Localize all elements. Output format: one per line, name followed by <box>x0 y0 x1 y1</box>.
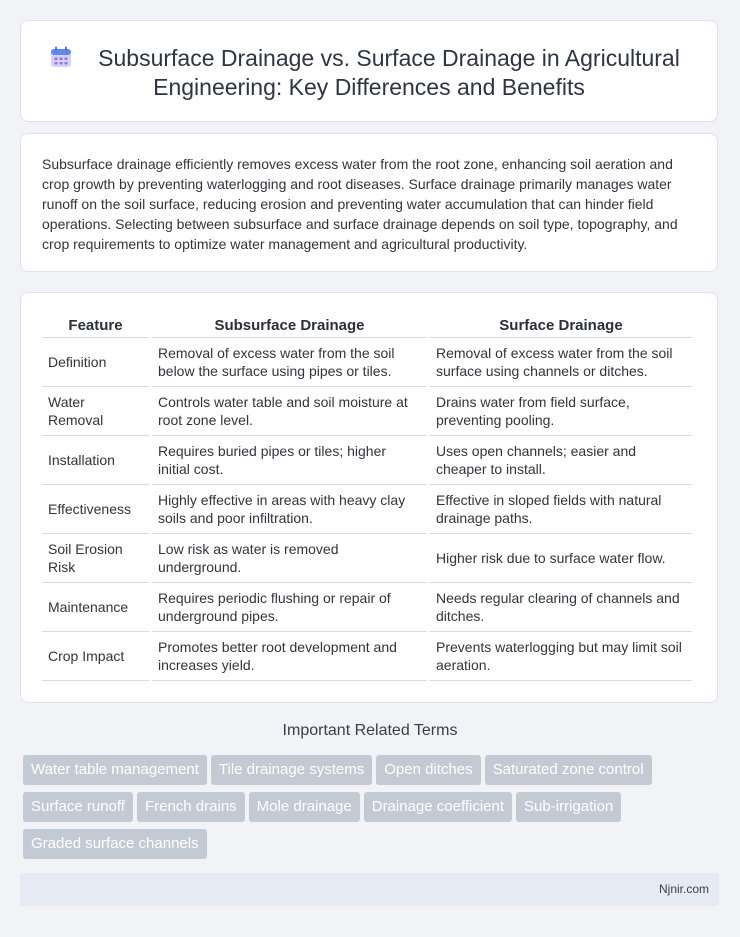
row-subsurface: Controls water table and soil moisture at root zone level. <box>152 387 427 436</box>
intro-text: Subsurface drainage efficiently removes excess water from the root zone, enhancing soil aeration and crop growth by preventing waterlogging and root diseases. Surface drainage primarily manages water runoff on the soil surface, reducing erosion and preventing water accumulation that can hinder field operations. Selecting between subsurface and surface drainage depends on soil type, topography, and crop requirements to optimize water management and agricultural productivity. <box>42 156 678 252</box>
row-subsurface: Requires periodic flushing or repair of underground pipes. <box>152 583 427 632</box>
header-feature: Feature <box>42 316 149 338</box>
row-subsurface: Removal of excess water from the soil below the surface using pipes or tiles. <box>152 338 427 387</box>
related-term-tag[interactable]: Graded surface channels <box>23 829 207 859</box>
row-subsurface: Requires buried pipes or tiles; higher initial cost. <box>152 436 427 485</box>
table-row <box>42 534 692 583</box>
intro-card <box>20 133 718 272</box>
row-surface: Higher risk due to surface water flow. <box>430 534 692 583</box>
row-subsurface: Low risk as water is removed underground. <box>152 534 427 583</box>
row-surface: Uses open channels; easier and cheaper to install. <box>430 436 692 485</box>
row-feature: Crop Impact <box>42 632 149 681</box>
row-surface: Needs regular clearing of channels and ditches. <box>430 583 692 632</box>
header-surface: Surface Drainage <box>430 316 692 338</box>
table-row <box>42 338 692 387</box>
related-terms-list <box>23 755 713 866</box>
related-terms-title: Important Related Terms <box>282 722 458 739</box>
table-row <box>42 632 692 681</box>
row-surface: Effective in sloped fields with natural drainage paths. <box>430 485 692 534</box>
header-card <box>20 20 718 122</box>
related-term-tag[interactable]: Surface runoff <box>23 792 133 822</box>
comparison-table-card <box>20 292 718 703</box>
row-surface: Drains water from field surface, preventing pooling. <box>430 387 692 436</box>
related-term-tag[interactable]: Water table management <box>23 755 207 785</box>
row-surface: Removal of excess water from the soil surface using channels or ditches. <box>430 338 692 387</box>
row-feature: Water Removal <box>42 387 149 436</box>
related-term-tag[interactable]: Mole drainage <box>249 792 360 822</box>
header-subsurface: Subsurface Drainage <box>152 316 427 338</box>
page-title-line2: Engineering: Key Differences and Benefits <box>153 74 585 100</box>
row-feature: Effectiveness <box>42 485 149 534</box>
row-subsurface: Promotes better root development and increases yield. <box>152 632 427 681</box>
table-header-row <box>42 316 692 338</box>
footer <box>20 873 719 906</box>
comparison-table <box>39 316 695 681</box>
page-title <box>21 44 717 102</box>
table-row <box>42 436 692 485</box>
row-subsurface: Highly effective in areas with heavy clay soils and poor infiltration. <box>152 485 427 534</box>
related-term-tag[interactable]: Drainage coefficient <box>364 792 512 822</box>
related-term-tag[interactable]: French drains <box>137 792 245 822</box>
table-row <box>42 583 692 632</box>
related-term-tag[interactable]: Open ditches <box>376 755 480 785</box>
related-term-tag[interactable]: Tile drainage systems <box>211 755 372 785</box>
row-surface: Prevents waterlogging but may limit soil aeration. <box>430 632 692 681</box>
related-term-tag[interactable]: Sub-irrigation <box>516 792 621 822</box>
table-row <box>42 485 692 534</box>
footer-site-link[interactable]: Njnir.com <box>658 882 709 896</box>
row-feature: Maintenance <box>42 583 149 632</box>
row-feature: Definition <box>42 338 149 387</box>
row-feature: Installation <box>42 436 149 485</box>
related-term-tag[interactable]: Saturated zone control <box>485 755 652 785</box>
page-title-line1: Subsurface Drainage vs. Surface Drainage in Agricultural <box>98 45 680 71</box>
row-feature: Soil Erosion Risk <box>42 534 149 583</box>
table-row <box>42 387 692 436</box>
